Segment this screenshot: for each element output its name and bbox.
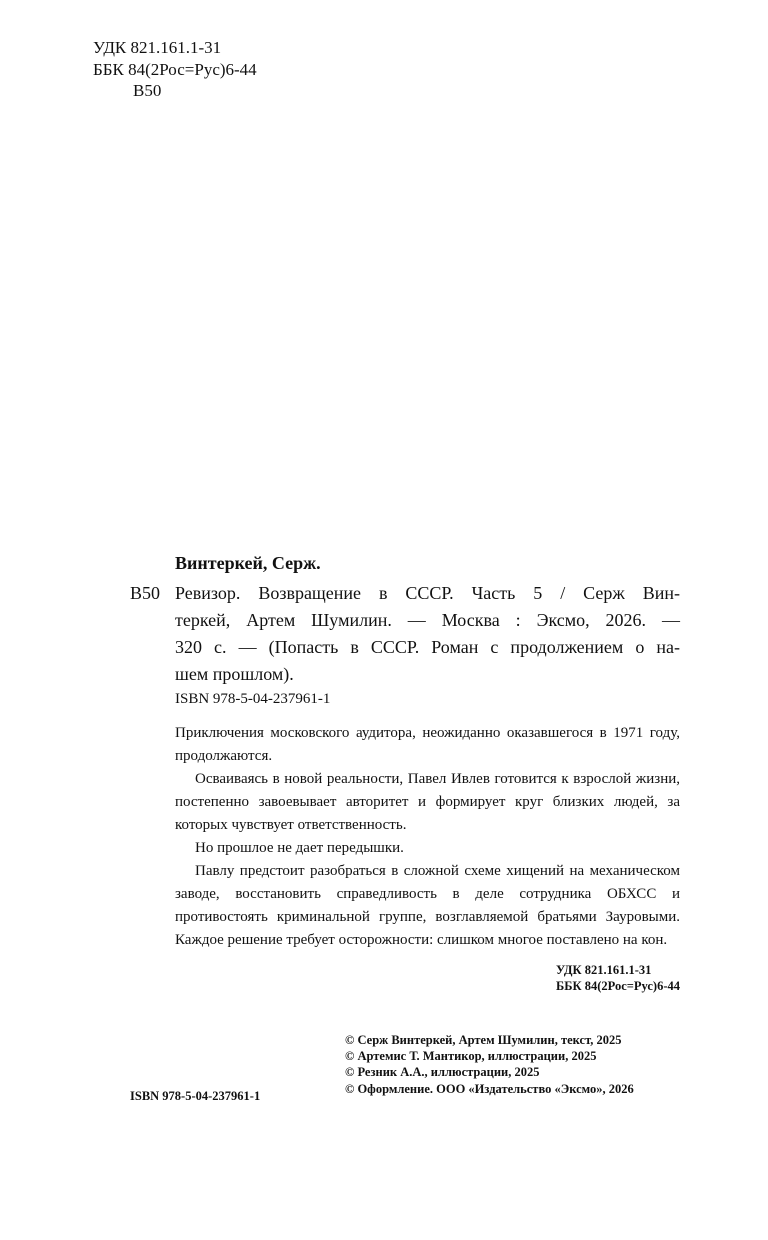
bottom-classification-codes <box>556 962 680 994</box>
title-line: теркей, Артем Шумилин. — Москва : Эксмо, 2026. — <box>175 610 680 630</box>
catalog-author: Винтеркей, Серж. <box>175 553 321 573</box>
copyright-line: © Серж Винтеркей, Артем Шумилин, текст, 2025 <box>345 1033 622 1047</box>
annotation-paragraph: Павлу предстоит разобраться в сложной схеме хищений на механическом заводе, восстановить справедливость в деле сотрудника ОБХСС и противостоять криминальной группе, возглавляемой братьями Зауровыми. Каждое решение требует осторожности: слишком многое поставлено на кон. <box>175 863 680 948</box>
copyright-line: © Резник А.А., иллюстрации, 2025 <box>345 1065 540 1080</box>
annotation <box>175 722 680 952</box>
bbk-code: ББК 84(2Рос=Рус)6-44 <box>556 979 680 993</box>
annotation-paragraph: Осваиваясь в новой реальности, Павел Ивлев готовится к взрослой жизни, постепенно завоевывает авторитет и формирует круг близких людей, за которых чувствует ответственность. <box>175 771 680 833</box>
top-classification-codes <box>93 37 257 102</box>
catalog-isbn: ISBN 978-5-04-237961-1 <box>175 691 331 707</box>
copyright-block <box>345 1032 680 1097</box>
annotation-paragraph: Приключения московского аудитора, неожиданно оказавшегося в 1971 году, продолжаются. <box>175 725 680 764</box>
copyright-line: © Артемис Т. Мантикор, иллюстрации, 2025 <box>345 1049 597 1064</box>
author-code: В50 <box>133 81 162 100</box>
bbk-code: ББК 84(2Рос=Рус)6-44 <box>93 59 257 79</box>
title-line: шем прошлом). <box>175 664 294 684</box>
udk-code: УДК 821.161.1-31 <box>556 963 652 977</box>
copyright-line: © Оформление. ООО «Издательство «Эксмо», 2026 <box>345 1081 634 1096</box>
catalog-title-description <box>175 580 680 688</box>
udk-code: УДК 821.161.1-31 <box>93 38 222 57</box>
title-line: Ревизор. Возвращение в СССР. Часть 5 / Серж Вин- <box>175 583 680 603</box>
title-line: 320 с. — (Попасть в СССР. Роман с продолжением о на- <box>175 637 680 657</box>
catalog-author-code: В50 <box>130 583 161 603</box>
bottom-isbn: ISBN 978-5-04-237961-1 <box>130 1089 261 1103</box>
annotation-paragraph: Но прошлое не дает передышки. <box>195 840 404 856</box>
